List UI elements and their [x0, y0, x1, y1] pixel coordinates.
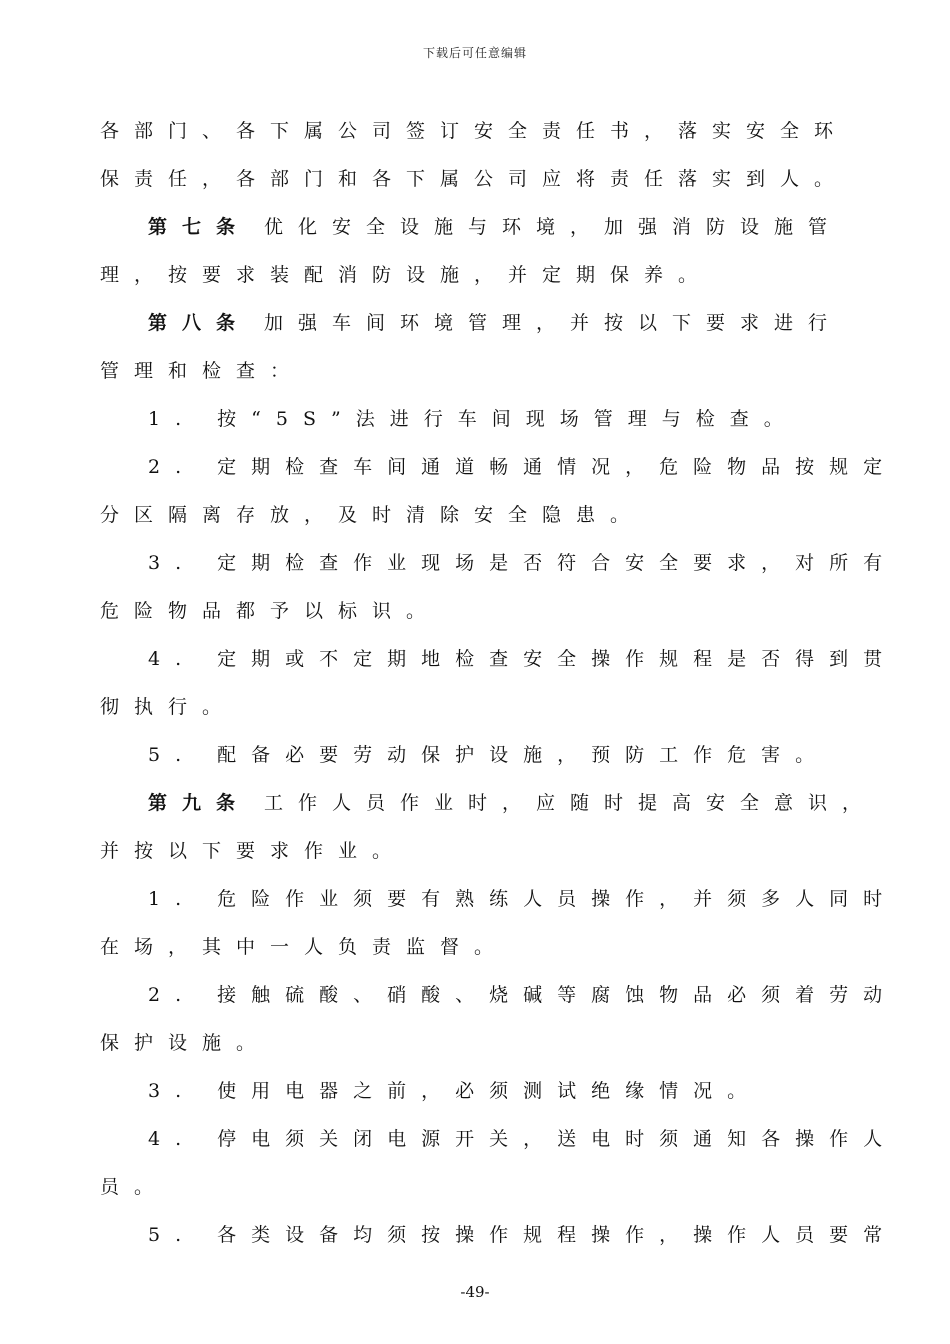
article-text: 工作人员作业时，应随时提高安全意识，	[264, 792, 877, 814]
text-line: 4. 停电须关闭电源开关，送电时须通知各操作人	[148, 1128, 898, 1150]
text-line: 各部门、各下属公司签订安全责任书，落实安全环	[100, 120, 849, 142]
article-seven	[100, 203, 860, 299]
list-item	[100, 443, 898, 539]
text-line	[100, 299, 860, 347]
list-item	[100, 539, 898, 635]
document-body	[100, 107, 898, 1259]
list-item	[100, 875, 898, 971]
text-line	[100, 779, 877, 827]
text-line: 在场，其中一人负责监督。	[100, 936, 509, 958]
text-line: 1. 按“5S”法进行车间现场管理与检查。	[148, 408, 798, 430]
text-line: 1. 危险作业须要有熟练人员操作，并须多人同时	[148, 888, 898, 910]
list-item	[100, 1211, 898, 1259]
list-item	[100, 1067, 860, 1115]
list-item	[100, 395, 860, 443]
list-item	[100, 1115, 898, 1211]
paragraph	[100, 107, 860, 203]
page-header: 下载后可任意编辑	[422, 46, 527, 60]
text-line: 4. 定期或不定期地检查安全操作规程是否得到贯	[148, 648, 898, 670]
page-number: -49-	[460, 1283, 490, 1301]
text-line: 保护设施。	[100, 1032, 271, 1054]
text-line: 管理和检查：	[100, 360, 305, 382]
text-line: 彻执行。	[100, 696, 237, 718]
article-text: 加强车间环境管理，并按以下要求进行	[264, 312, 843, 334]
list-item	[100, 635, 898, 731]
text-line: 2. 接触硫酸、硝酸、烧碱等腐蚀物品必须着劳动	[148, 984, 898, 1006]
text-line: 3. 使用电器之前，必须测试绝缘情况。	[148, 1080, 762, 1102]
text-line: 分区隔离存放，及时清除安全隐患。	[100, 504, 645, 526]
text-line: 员。	[100, 1176, 169, 1198]
text-line: 危险物品都予以标识。	[100, 600, 441, 622]
text-line: 理，按要求装配消防设施，并定期保养。	[100, 264, 713, 286]
list-item	[100, 971, 898, 1067]
text-line: 保责任，各部门和各下属公司应将责任落实到人。	[100, 168, 849, 190]
list-item	[100, 731, 860, 779]
article-number: 第八条	[148, 312, 251, 334]
text-line: 并按以下要求作业。	[100, 840, 407, 862]
article-eight	[100, 299, 860, 395]
text-line	[100, 203, 860, 251]
article-number: 第七条	[148, 216, 251, 238]
article-text: 优化安全设施与环境，加强消防设施管	[264, 216, 843, 238]
text-line: 3. 定期检查作业现场是否符合安全要求，对所有	[148, 552, 898, 574]
article-nine	[100, 779, 877, 875]
text-line: 5. 各类设备均须按操作规程操作，操作人员要常	[148, 1224, 898, 1246]
article-number: 第九条	[148, 792, 251, 814]
text-line: 5. 配备必要劳动保护设施，预防工作危害。	[148, 744, 830, 766]
text-line: 2. 定期检查车间通道畅通情况，危险物品按规定	[148, 456, 898, 478]
